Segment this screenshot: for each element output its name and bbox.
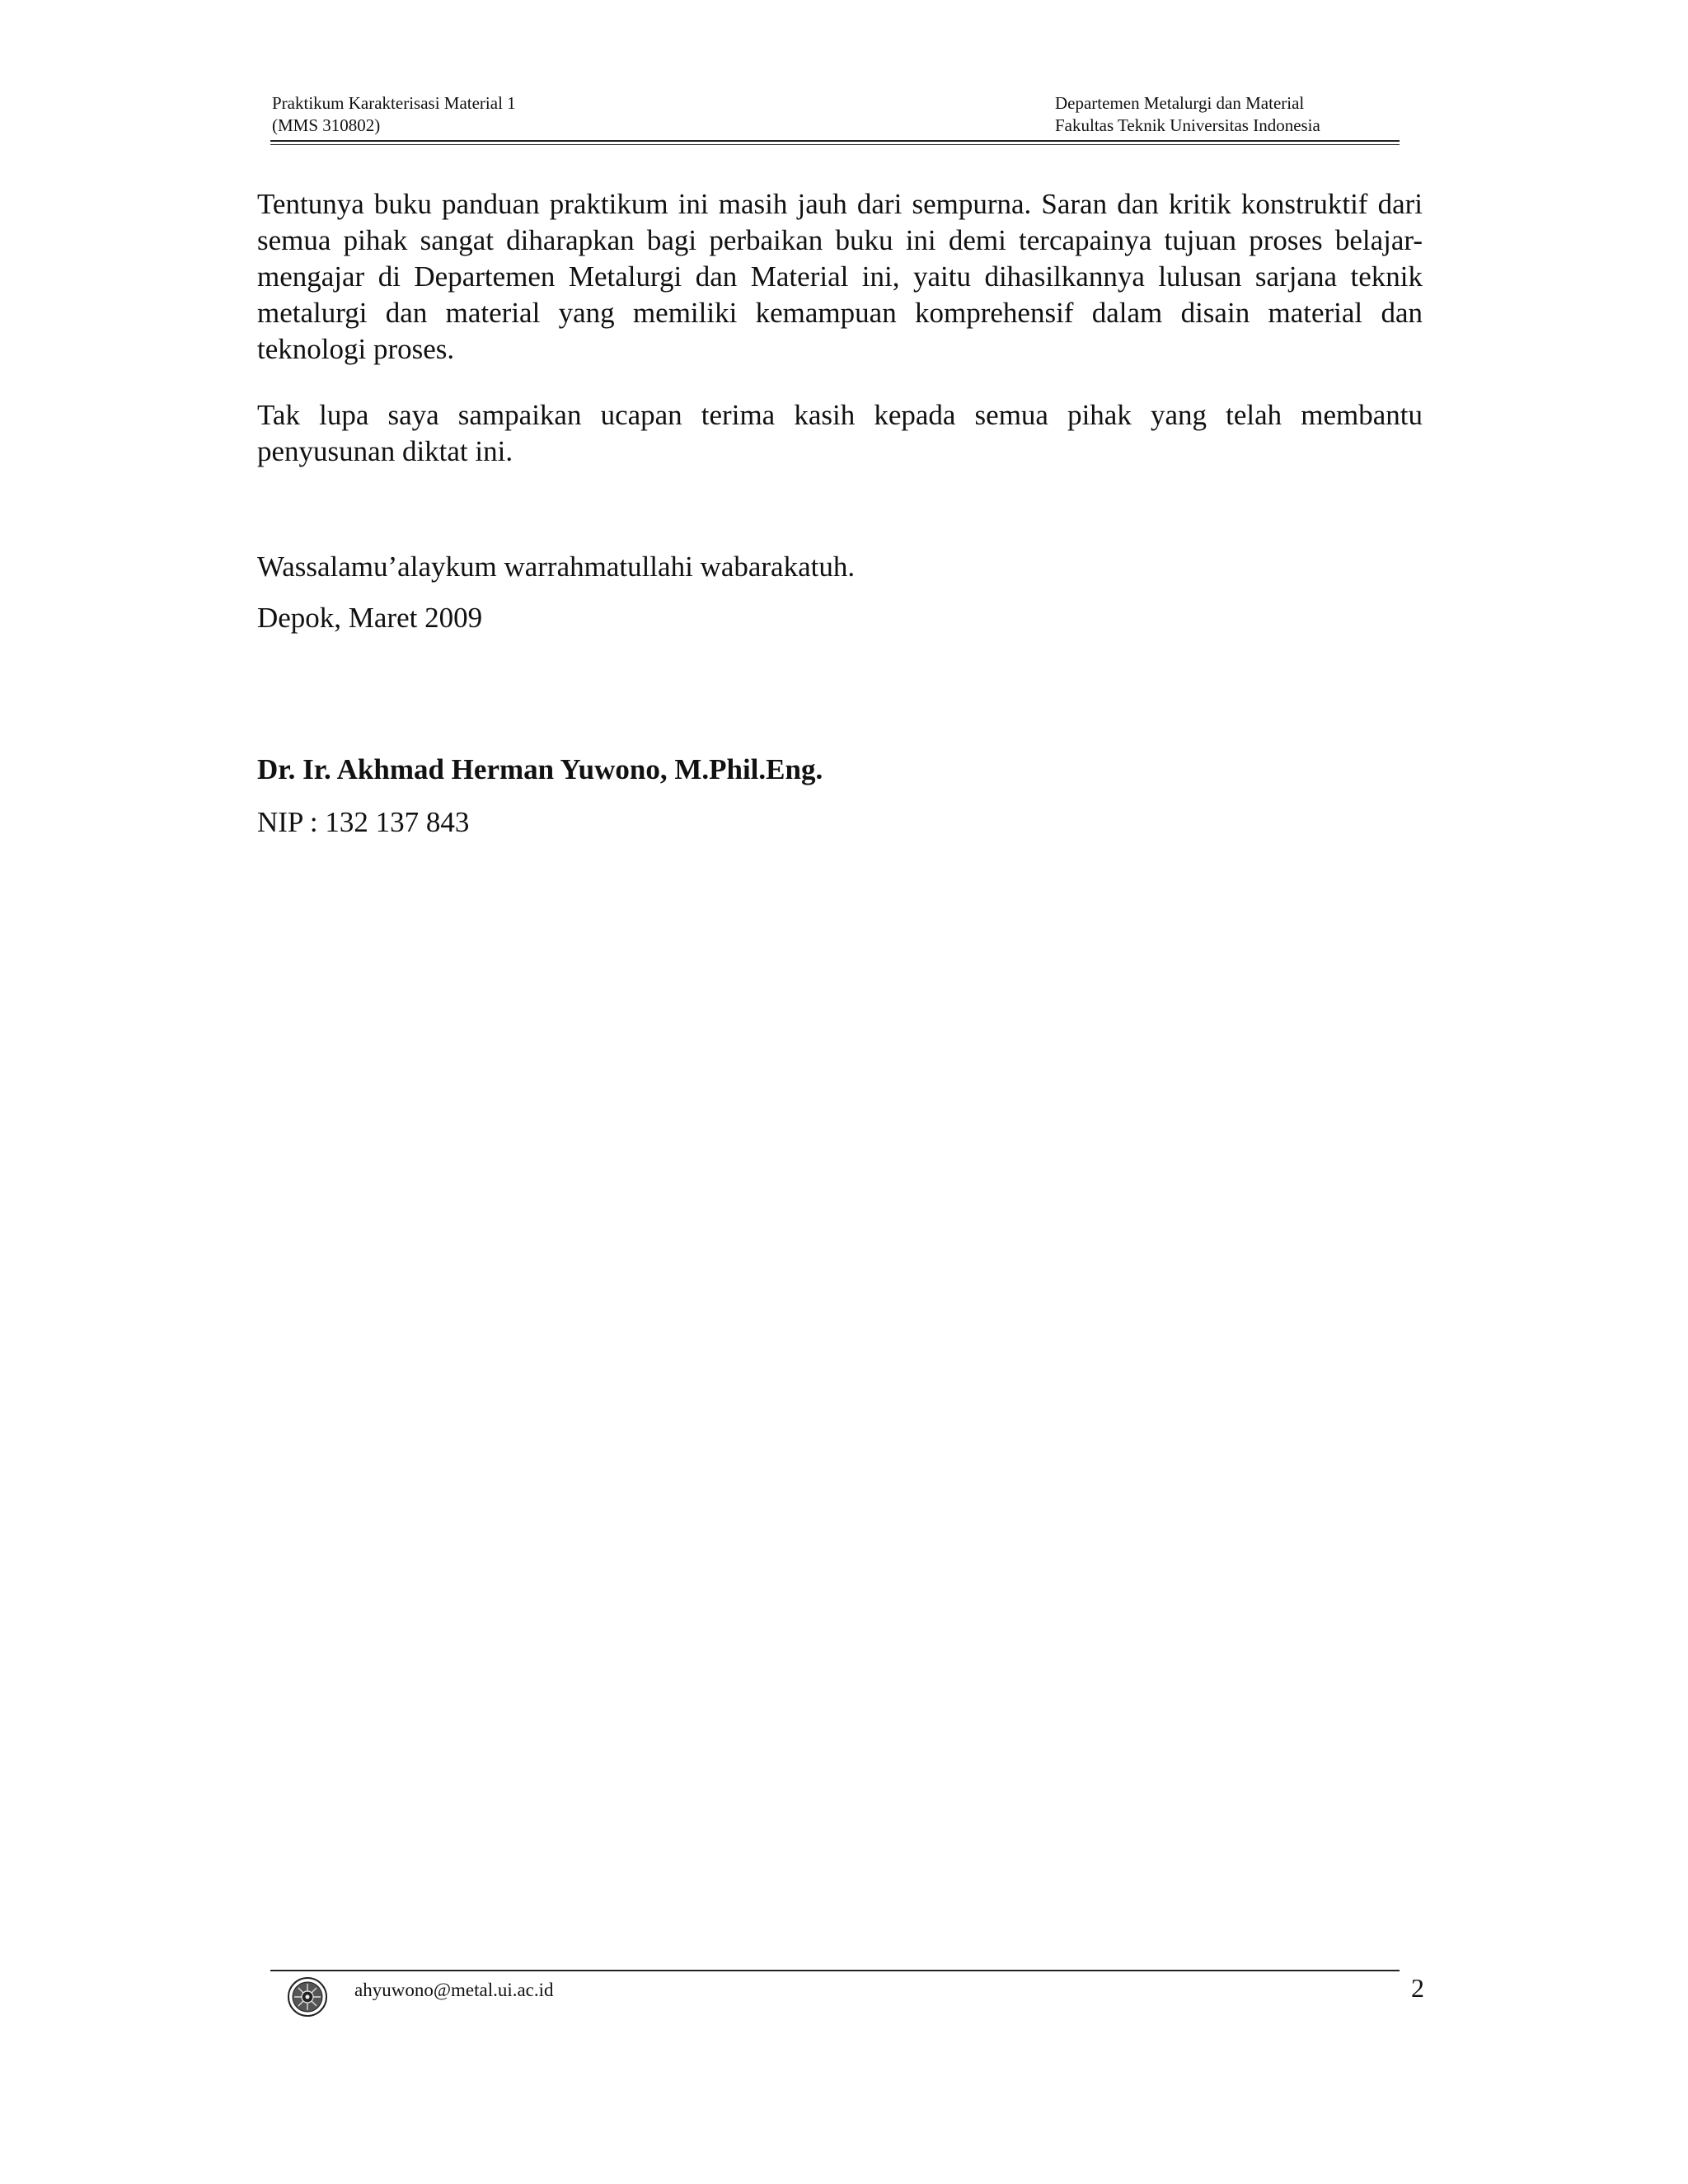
paragraph-feedback: Tentunya buku panduan praktikum ini masih jauh dari sempurna. Saran dan kritik konstruktif dari semua pihak sangat diharapkan bagi perbaikan buku ini demi tercapainya tujuan proses belajar-mengajar di Departemen Metalurgi dan Material ini, yaitu dihasilkannya lulusan sarjana teknik metalurgi dan material yang memiliki kemampuan komprehensif dalam disain material dan teknologi proses. — [257, 188, 1423, 365]
signatory-nip: NIP : 132 137 843 — [257, 806, 470, 838]
header-faculty: Fakultas Teknik Universitas Indonesia — [1055, 115, 1320, 135]
header-course-code: (MMS 310802) — [272, 115, 381, 135]
university-emblem-icon — [287, 1976, 328, 2018]
footer-divider — [270, 1970, 1400, 1971]
closing-greeting: Wassalamu’alaykum warrahmatullahi wabarakatuh. — [257, 551, 856, 583]
signatory-name: Dr. Ir. Akhmad Herman Yuwono, M.Phil.Eng. — [257, 753, 823, 785]
header-course-info — [272, 92, 516, 137]
header-divider — [270, 140, 1400, 142]
paragraph-thanks: Tak lupa saya sampaikan ucapan terima kasih kepada semua pihak yang telah membantu penyusunan diktat ini. — [257, 399, 1423, 467]
header-course-title: Praktikum Karakterisasi Material 1 — [272, 93, 516, 113]
header-institution-info — [1055, 92, 1320, 137]
footer-email: ahyuwono@metal.ui.ac.id — [354, 1980, 554, 2000]
body-text — [257, 186, 1423, 470]
place-date: Depok, Maret 2009 — [257, 602, 483, 634]
header-divider-thin — [270, 144, 1400, 145]
page-number: 2 — [1411, 1973, 1424, 2003]
page-header — [270, 92, 1400, 143]
header-department: Departemen Metalurgi dan Material — [1055, 93, 1305, 113]
